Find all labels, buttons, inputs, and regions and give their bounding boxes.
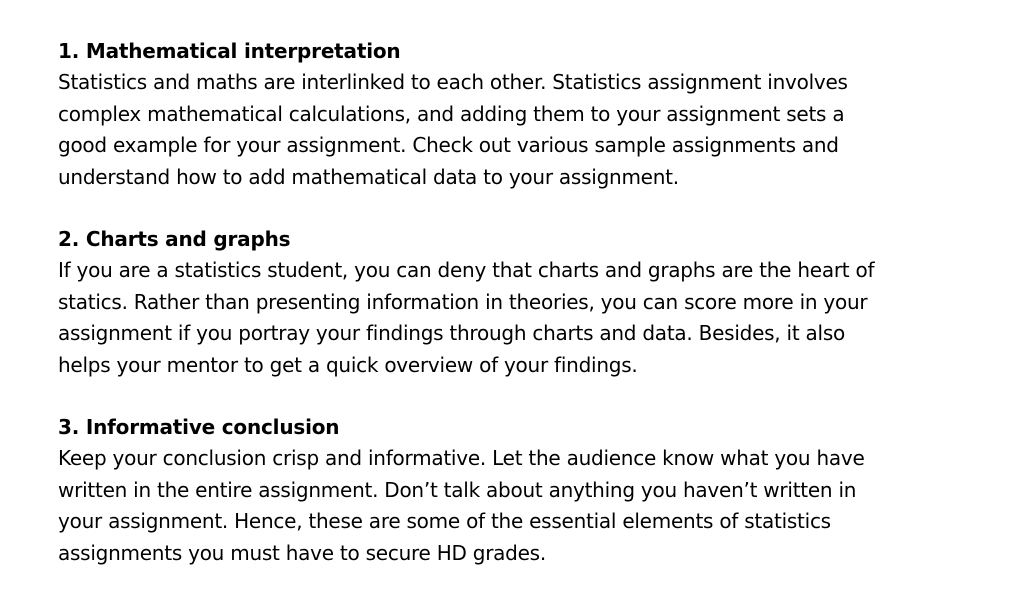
paragraph-line: helps your mentor to get a quick overview of your findings. bbox=[58, 352, 638, 377]
paragraph-line: Keep your conclusion crisp and informative. Let the audience know what you have bbox=[58, 446, 865, 471]
paragraph-line: complex mathematical calculations, and adding them to your assignment sets a bbox=[58, 101, 845, 126]
document-body bbox=[58, 36, 958, 600]
paragraph-line: assignments you must have to secure HD grades. bbox=[58, 540, 546, 565]
section-heading: 3. Informative conclusion bbox=[58, 415, 340, 440]
paragraph-line: your assignment. Hence, these are some of the essential elements of statistics bbox=[58, 509, 831, 534]
section-informative-conclusion bbox=[58, 412, 958, 569]
paragraph-line: statics. Rather than presenting information in theories, you can score more in your bbox=[58, 289, 868, 314]
section-mathematical-interpretation bbox=[58, 36, 958, 193]
paragraph-line: written in the entire assignment. Don’t talk about anything you haven’t written in bbox=[58, 477, 857, 502]
paragraph-line: understand how to add mathematical data to your assignment. bbox=[58, 164, 679, 189]
section-heading: 2. Charts and graphs bbox=[58, 227, 291, 252]
paragraph-line: good example for your assignment. Check out various sample assignments and bbox=[58, 133, 839, 158]
section-heading: 1. Mathematical interpretation bbox=[58, 39, 401, 63]
paragraph-line: If you are a statistics student, you can deny that charts and graphs are the heart of bbox=[58, 258, 875, 283]
section-charts-and-graphs bbox=[58, 224, 958, 381]
paragraph-line: Statistics and maths are interlinked to each other. Statistics assignment involves bbox=[58, 70, 848, 95]
paragraph-line: assignment if you portray your findings through charts and data. Besides, it also bbox=[58, 321, 845, 346]
